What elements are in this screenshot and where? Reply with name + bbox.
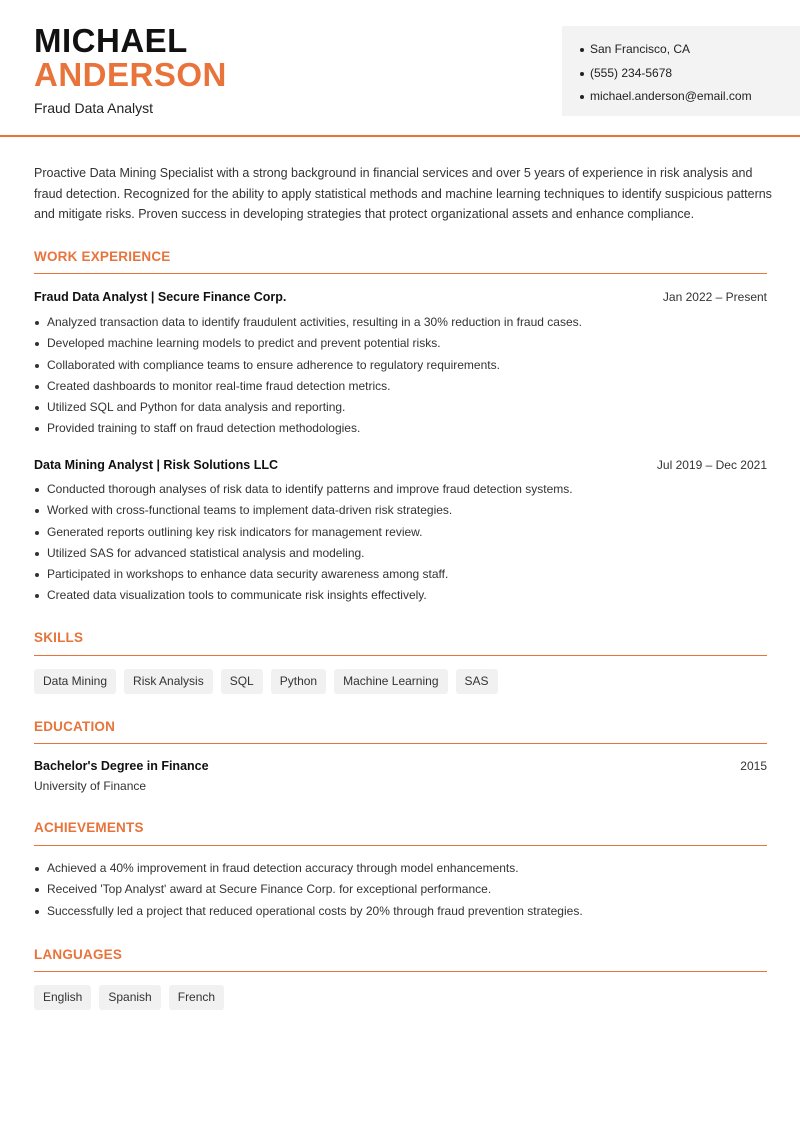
job-dates: Jul 2019 – Dec 2021 xyxy=(656,458,767,472)
skill-tag: Python xyxy=(271,669,326,694)
section-divider xyxy=(34,845,767,846)
contact-location: San Francisco, CA xyxy=(580,38,800,62)
last-name: ANDERSON xyxy=(34,56,227,93)
list-item: Achieved a 40% improvement in fraud detection accuracy through model enhancements. xyxy=(34,858,767,879)
list-item: Participated in workshops to enhance data security awareness among staff. xyxy=(34,564,767,585)
section-title-work: WORK EXPERIENCE xyxy=(34,249,171,264)
list-item: Conducted thorough analyses of risk data to identify patterns and improve fraud detection systems. xyxy=(34,479,767,500)
language-tags xyxy=(34,985,224,1010)
job-dates: Jan 2022 – Present xyxy=(662,290,767,304)
job-role: Data Mining Analyst | Risk Solutions LLC xyxy=(34,458,279,472)
list-item: Created data visualization tools to communicate risk insights effectively. xyxy=(34,585,767,606)
language-tag: Spanish xyxy=(99,985,160,1010)
section-divider xyxy=(34,743,767,744)
list-item: Developed machine learning models to predict and prevent potential risks. xyxy=(34,333,767,354)
achievement-bullets xyxy=(34,858,767,922)
contact-phone: (555) 234-5678 xyxy=(580,62,800,86)
section-title-education: EDUCATION xyxy=(34,719,116,734)
job-header xyxy=(34,290,767,304)
section-title-languages: LANGUAGES xyxy=(34,947,123,962)
education-degree: Bachelor's Degree in Finance xyxy=(34,759,209,773)
list-item: Worked with cross-functional teams to implement data-driven risk strategies. xyxy=(34,500,767,521)
job-header xyxy=(34,458,767,472)
list-item: Generated reports outlining key risk indicators for management review. xyxy=(34,522,767,543)
skill-tag: SQL xyxy=(221,669,263,694)
list-item: Utilized SAS for advanced statistical analysis and modeling. xyxy=(34,543,767,564)
list-item: Collaborated with compliance teams to ensure adherence to regulatory requirements. xyxy=(34,355,767,376)
skill-tag: Risk Analysis xyxy=(124,669,213,694)
resume-header xyxy=(0,0,800,137)
section-title-skills: SKILLS xyxy=(34,630,84,645)
list-item: Successfully led a project that reduced operational costs by 20% through fraud prevention strategies. xyxy=(34,901,767,922)
section-divider xyxy=(34,655,767,656)
list-item: Analyzed transaction data to identify fraudulent activities, resulting in a 30% reduction in fraud cases. xyxy=(34,312,767,333)
language-tag: English xyxy=(34,985,91,1010)
first-name: MICHAEL xyxy=(34,22,188,59)
list-item: Created dashboards to monitor real-time fraud detection metrics. xyxy=(34,376,767,397)
skill-tag: Data Mining xyxy=(34,669,116,694)
skills-tags xyxy=(34,669,498,694)
contact-email: michael.anderson@email.com xyxy=(580,85,800,109)
professional-summary: Proactive Data Mining Specialist with a strong background in financial services and over 5 years of experience in risk analysis and fraud detection. Recognized for the ability to apply statistical methods and machine learning techniques to identify suspicious patterns and mitigate risks. Proven success in developing strategies that protect organizational assets and enhance compliance. xyxy=(34,166,772,221)
contact-box xyxy=(562,26,800,116)
skill-tag: Machine Learning xyxy=(334,669,447,694)
education-school: University of Finance xyxy=(34,779,147,793)
job-bullets xyxy=(34,479,767,607)
section-divider xyxy=(34,971,767,972)
job-role: Fraud Data Analyst | Secure Finance Corp. xyxy=(34,290,287,304)
section-divider xyxy=(34,273,767,274)
job-title: Fraud Data Analyst xyxy=(34,100,154,116)
list-item: Utilized SQL and Python for data analysis and reporting. xyxy=(34,397,767,418)
education-year: 2015 xyxy=(740,759,767,773)
list-item: Provided training to staff on fraud detection methodologies. xyxy=(34,418,767,439)
list-item: Received 'Top Analyst' award at Secure Finance Corp. for exceptional performance. xyxy=(34,879,767,900)
section-title-achievements: ACHIEVEMENTS xyxy=(34,820,144,835)
skill-tag: SAS xyxy=(456,669,498,694)
language-tag: French xyxy=(169,985,224,1010)
job-bullets xyxy=(34,312,767,440)
